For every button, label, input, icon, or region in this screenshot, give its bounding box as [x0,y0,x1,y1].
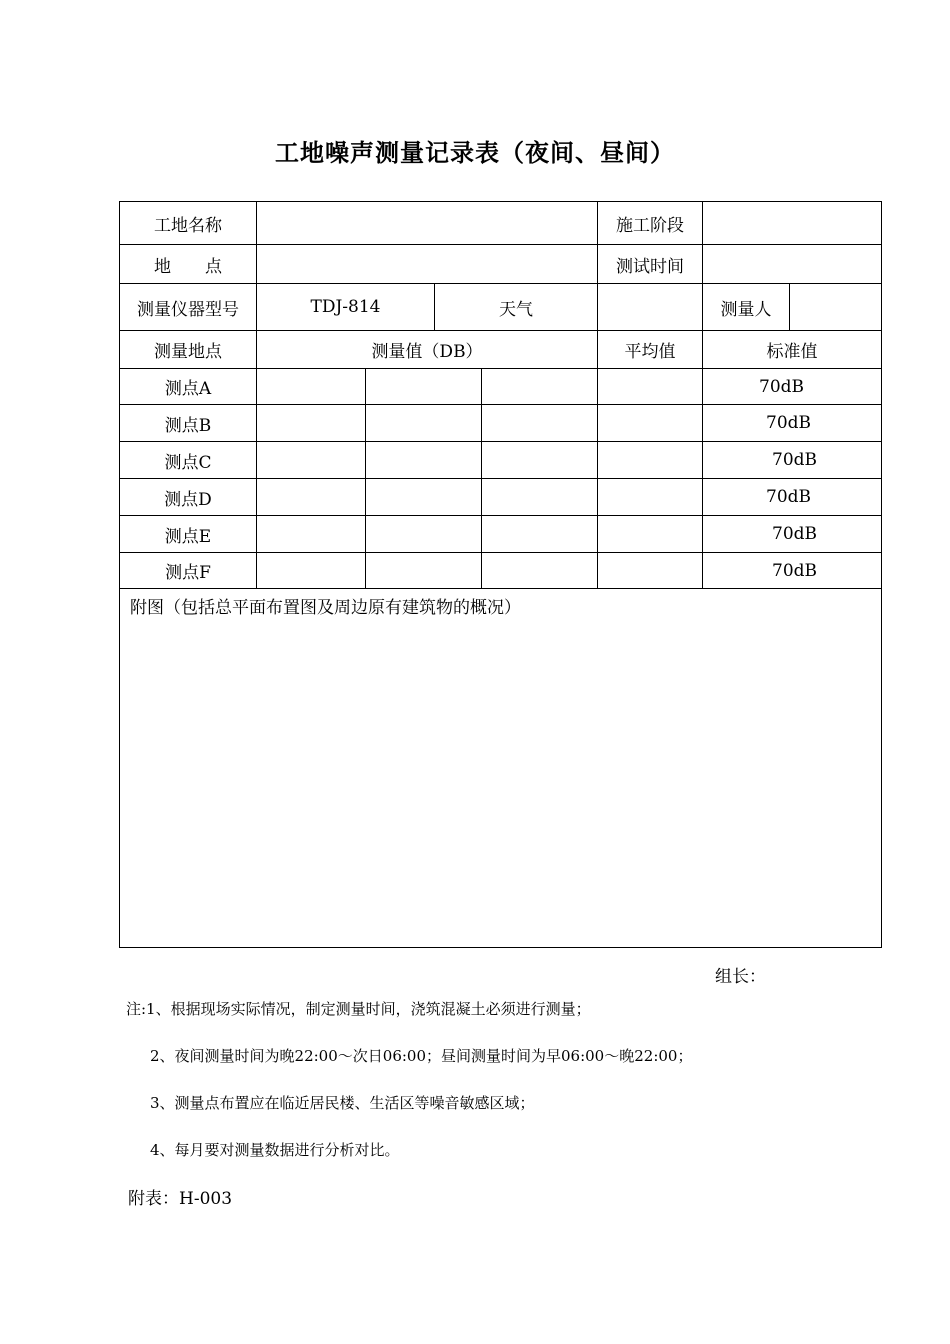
annex-drawing-area[interactable] [120,589,882,948]
point-name: 测点E [120,516,257,553]
average-cell[interactable] [598,479,703,516]
test-time-label: 测试时间 [598,245,703,284]
value-cell-2[interactable] [366,442,482,479]
table-row [120,369,882,405]
point-name: 测点B [120,405,257,442]
table-row [120,553,882,589]
surveyor-label: 测量人 [703,284,790,331]
value-cell-3[interactable] [482,553,598,589]
standard-value: 70dB [766,413,812,433]
test-time-field[interactable] [703,245,882,284]
note-item: 3、测量点布置应在临近居民楼、生活区等噪音敏感区域； [150,1094,535,1112]
header-value: 测量值（DB） [257,331,598,369]
leader-signature-label: 组长： [715,967,766,987]
average-cell[interactable] [598,442,703,479]
average-cell[interactable] [598,369,703,405]
weather-label: 天气 [435,284,598,331]
value-cell-2[interactable] [366,405,482,442]
value-cell-1[interactable] [257,442,366,479]
standard-value: 70dB [759,376,805,397]
note-item: 注:1、根据现场实际情况，制定测量时间，浇筑混凝土必须进行测量； [126,1000,591,1018]
location-label: 地 点 [120,245,257,284]
point-name: 测点C [120,442,257,479]
value-cell-3[interactable] [482,369,598,405]
value-cell-1[interactable] [257,553,366,589]
header-average: 平均值 [598,331,703,369]
standard-value: 70dB [766,487,812,507]
value-cell-3[interactable] [482,442,598,479]
site-name-label: 工地名称 [120,202,257,245]
note-item: 4、每月要对测量数据进行分析对比。 [150,1141,400,1159]
table-row [120,516,882,553]
point-name: 测点A [120,369,257,405]
instrument-label: 测量仪器型号 [120,284,257,331]
stage-label: 施工阶段 [598,202,703,245]
header-standard: 标准值 [703,331,882,369]
value-cell-1[interactable] [257,516,366,553]
stage-field[interactable] [703,202,882,245]
point-name: 测点D [120,479,257,516]
page-title: 工地噪声测量记录表（夜间、昼间） [275,139,675,167]
header-point: 测量地点 [120,331,257,369]
note-item: 2、夜间测量时间为晚22:00～次日06:00；昼间测量时间为早06:00～晚22:00； [150,1047,693,1065]
weather-field[interactable] [598,284,703,331]
annex-number: 附表：H-003 [128,1189,233,1209]
value-cell-2[interactable] [366,369,482,405]
annex-label: 附图（包括总平面布置图及周边原有建筑物的概况） [130,598,521,618]
site-name-field[interactable] [257,202,598,245]
standard-value: 70dB [772,560,818,581]
standard-cell [703,369,882,405]
standard-cell [703,516,882,553]
standard-cell [703,442,882,479]
notes-section [126,998,692,1186]
value-cell-2[interactable] [366,516,482,553]
standard-value: 70dB [772,450,818,470]
value-cell-3[interactable] [482,405,598,442]
table-row [120,405,882,442]
surveyor-field[interactable] [790,284,882,331]
standard-cell [703,479,882,516]
value-cell-3[interactable] [482,516,598,553]
value-cell-3[interactable] [482,479,598,516]
standard-value: 70dB [772,524,818,544]
average-cell[interactable] [598,516,703,553]
value-cell-2[interactable] [366,553,482,589]
table-row [120,442,882,479]
standard-cell [703,553,882,589]
location-field[interactable] [257,245,598,284]
average-cell[interactable] [598,405,703,442]
standard-cell [703,405,882,442]
value-cell-1[interactable] [257,479,366,516]
table-row [120,479,882,516]
noise-record-table [119,201,882,948]
instrument-value: TDJ-814 [257,284,435,331]
average-cell[interactable] [598,553,703,589]
value-cell-1[interactable] [257,369,366,405]
point-name: 测点F [120,553,257,589]
value-cell-2[interactable] [366,479,482,516]
value-cell-1[interactable] [257,405,366,442]
